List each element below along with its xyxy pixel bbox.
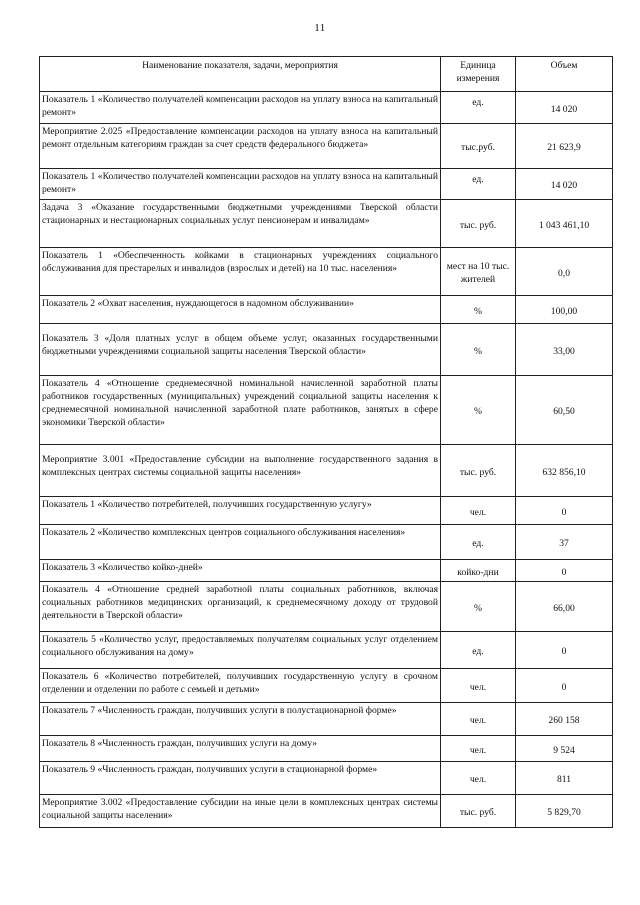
header-unit: Единица измерения — [441, 57, 516, 92]
row-name: Показатель 9 «Численность граждан, получивших услуги в стационарной форме» — [40, 762, 441, 795]
row-unit: % — [441, 324, 516, 376]
row-name: Показатель 5 «Количество услуг, предоставляемых получателям социальных услуг отделением социального обслуживания на дому» — [40, 632, 441, 669]
row-unit: тыс.руб. — [441, 124, 516, 169]
row-unit: чел. — [441, 762, 516, 795]
table-row — [40, 445, 613, 497]
row-name: Показатель 6 «Количество потребителей, получивших государственную услугу в срочном отделении и отделении по работе с семьей и детьми» — [40, 669, 441, 703]
row-volume: 33,00 — [516, 324, 613, 376]
row-volume: 5 829,70 — [516, 795, 613, 828]
row-name — [40, 445, 441, 497]
row-volume: 14 020 — [516, 169, 613, 200]
row-volume: 9 524 — [516, 736, 613, 762]
row-name-text: Мероприятие 3.001 «Предоставление субсидии на выполнение государственного задания в комплексных центрах системы социальной защиты населения» — [42, 454, 438, 478]
row-name — [40, 324, 441, 376]
table-row — [40, 324, 613, 376]
row-unit: ед. — [441, 169, 516, 200]
row-unit: тыс. руб. — [441, 445, 516, 497]
table-row — [40, 703, 613, 736]
table-row — [40, 376, 613, 445]
table-row — [40, 525, 613, 560]
row-name: Показатель 2 «Охват населения, нуждающегося в надомном обслуживании» — [40, 296, 441, 324]
row-unit: % — [441, 376, 516, 445]
row-unit: ед. — [441, 92, 516, 124]
row-name-text: Показатель 3 «Доля платных услуг в общем объеме услуг, оказанных государственными бюджетными учреждениями социальной защиты населения Тверской области» — [42, 333, 438, 357]
row-unit: чел. — [441, 497, 516, 525]
table-row — [40, 632, 613, 669]
row-unit: % — [441, 296, 516, 324]
row-volume: 60,50 — [516, 376, 613, 445]
row-unit: койко-дни — [441, 560, 516, 582]
table-row — [40, 560, 613, 582]
row-volume: 0 — [516, 560, 613, 582]
row-volume: 100,00 — [516, 296, 613, 324]
row-unit: ед. — [441, 525, 516, 560]
row-name: Показатель 3 «Количество койко-дней» — [40, 560, 441, 582]
row-volume: 0 — [516, 669, 613, 703]
table-row — [40, 248, 613, 296]
table-row — [40, 296, 613, 324]
table-row — [40, 795, 613, 828]
header-name: Наименование показателя, задачи, мероприятия — [40, 57, 441, 92]
row-name: Показатель 1 «Количество получателей компенсации расходов на уплату взноса на капитальный ремонт» — [40, 169, 441, 200]
row-name: Показатель 1 «Обеспеченность койками в стационарных учреждениях социального обслуживания для престарелых и инвалидов (взрослых и детей) на 10 тыс. населения» — [40, 248, 441, 296]
table-row — [40, 736, 613, 762]
row-unit: мест на 10 тыс. жителей — [441, 248, 516, 296]
row-unit: % — [441, 582, 516, 632]
row-name: Показатель 7 «Численность граждан, получивших услуги в полустационарной форме» — [40, 703, 441, 736]
row-name: Показатель 4 «Отношение средней заработной платы социальных работников, включая социальных работников медицинских организаций, к среднемесячному доходу от трудовой деятельности в Тверской области» — [40, 582, 441, 632]
row-unit: ед. — [441, 632, 516, 669]
table-row — [40, 92, 613, 124]
row-name: Показатель 2 «Количество комплексных центров социального обслуживания населения» — [40, 525, 441, 560]
table-header-row — [40, 57, 613, 92]
table-row — [40, 497, 613, 525]
row-unit: чел. — [441, 703, 516, 736]
row-unit: тыс. руб. — [441, 200, 516, 248]
row-name: Показатель 8 «Численность граждан, получивших услуги на дому» — [40, 736, 441, 762]
row-name: Показатель 4 «Отношение среднемесячной номинальной начисленной заработной платы работников государственных (муниципальных) учреждений социальной защиты населения к среднемесячной номинальной начисленной заработной плате работников, занятых в сфере экономики Тверской области» — [40, 376, 441, 445]
table-row — [40, 669, 613, 703]
row-name: Мероприятие 2.025 «Предоставление компенсации расходов на уплату взноса на капитальный ремонт отдельным категориям граждан за счет средств федерального бюджета» — [40, 124, 441, 169]
row-volume: 632 856,10 — [516, 445, 613, 497]
row-volume: 37 — [516, 525, 613, 560]
row-name: Мероприятие 3.002 «Предоставление субсидии на иные цели в комплексных центрах системы социальной защиты населения» — [40, 795, 441, 828]
row-volume: 66,00 — [516, 582, 613, 632]
row-volume: 0,0 — [516, 248, 613, 296]
row-unit: чел. — [441, 736, 516, 762]
table-row — [40, 762, 613, 795]
row-volume: 260 158 — [516, 703, 613, 736]
row-unit: тыс. руб. — [441, 795, 516, 828]
table-row — [40, 169, 613, 200]
row-volume: 1 043 461,10 — [516, 200, 613, 248]
header-volume: Объем — [516, 57, 613, 92]
indicators-table — [39, 56, 613, 828]
row-name: Показатель 1 «Количество потребителей, получивших государственную услугу» — [40, 497, 441, 525]
row-volume: 21 623,9 — [516, 124, 613, 169]
row-volume: 811 — [516, 762, 613, 795]
table-row — [40, 124, 613, 169]
row-volume: 0 — [516, 497, 613, 525]
row-unit: чел. — [441, 669, 516, 703]
row-volume: 0 — [516, 632, 613, 669]
row-name: Показатель 1 «Количество получателей компенсации расходов на уплату взноса на капитальный ремонт» — [40, 92, 441, 124]
table-row — [40, 582, 613, 632]
row-name: Задача 3 «Оказание государственными бюджетными учреждениями Тверской области стационарных и нестационарных социальных услуг пенсионерам и инвалидам» — [40, 200, 441, 248]
row-volume: 14 020 — [516, 92, 613, 124]
page-number: 11 — [314, 22, 326, 34]
table-row — [40, 200, 613, 248]
